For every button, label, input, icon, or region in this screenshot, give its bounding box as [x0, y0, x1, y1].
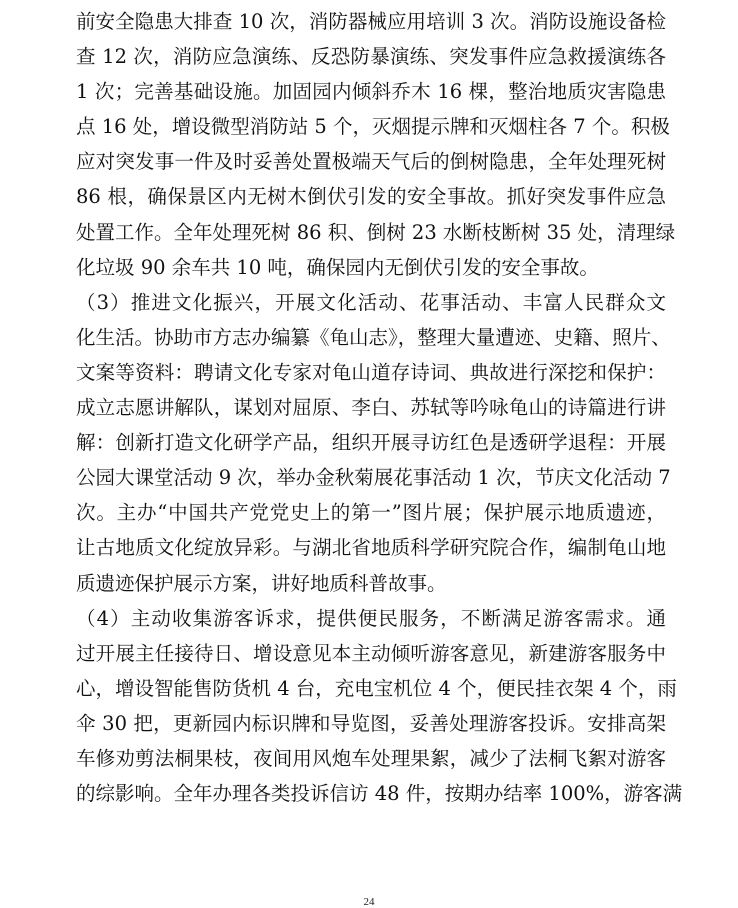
text-line: 前安全隐患大排查 10 次，消防器械应用培训 3 次。消防设施设备检 — [76, 10, 666, 33]
text-line: 文案等资料：聘请文化专家对龟山道存诗词、典故进行深挖和保护： — [76, 360, 666, 384]
text-line: 公园大课堂活动 9 次，举办金秋菊展花事活动 1 次，节庆文化活动 7 — [76, 466, 671, 490]
text-line: 点 16 处，增设微型消防站 5 个，灭烟提示牌和灭烟柱各 7 个。积极 — [76, 115, 670, 139]
text-line: 应对突发事一件及时妥善处置极端天气后的倒树隐患，全年处理死树 — [76, 150, 666, 174]
text-line: 处置工作。全年处理死树 86 积、倒树 23 水断枝断树 35 处，清理绿 — [76, 220, 676, 244]
text-line: 让古地质文化绽放异彩。与湖北省地质科学研究院合作，编制龟山地 — [76, 536, 666, 560]
text-line: 86 根，确保景区内无树木倒伏引发的安全事故。抓好突发事件应急 — [76, 185, 666, 209]
text-line: 心，增设智能售防货机 4 台，充电宝机位 4 个，便民挂衣架 4 个，雨 — [76, 676, 677, 700]
text-line: 质遗迹保护展示方案，讲好地质科普故事。 — [76, 571, 447, 595]
paragraph-heading-4: （4）主动收集游客诉求，提供便民服务，不断满足游客需求。通 — [76, 606, 666, 630]
text-line: 的综影响。全年办理各类投诉信访 48 件，按期办结率 100%，游客满 — [76, 782, 683, 806]
text-line: 1 次；完善基础设施。加固园内倾斜乔木 16 棵，整治地质灾害隐患 — [76, 80, 666, 104]
text-line: 化生活。协助市方志办编纂《龟山志》，整理大量遭迹、史籍、照片、 — [76, 325, 671, 349]
body-text — [76, 4, 683, 811]
text-line: 过开展主任接待日、增设意见本主动倾听游客意见，新建游客服务中 — [76, 641, 666, 665]
text-line: 次。主办“中国共产党党史上的第一”图片展；保护展示地质遗迹， — [76, 501, 666, 525]
text-line: 成立志愿讲解队，谋划对屈原、李白、苏轼等吟咏龟山的诗篇进行讲 — [76, 396, 666, 420]
text-line: 解：创新打造文化研学产品，组织开展寻访红色是透研学退程：开展 — [76, 431, 666, 455]
page-number: 24 — [363, 896, 375, 908]
text-line: 伞 30 把，更新园内标识牌和导览图，妥善处理游客投诉。安排高架 — [76, 711, 666, 735]
text-line: 车修劝剪法桐果枝，夜间用风炮车处理果絮，减少了法桐飞絮对游客 — [76, 746, 666, 770]
paragraph-heading-3: （3）推进文化振兴，开展文化活动、花事活动、丰富人民群众文 — [76, 290, 666, 314]
text-line: 化垃圾 90 余车共 10 吨，确保园内无倒伏引发的安全事故。 — [76, 255, 599, 279]
text-line: 查 12 次，消防应急演练、反恐防暴演练、突发事件应急救援演练各 — [76, 45, 666, 69]
